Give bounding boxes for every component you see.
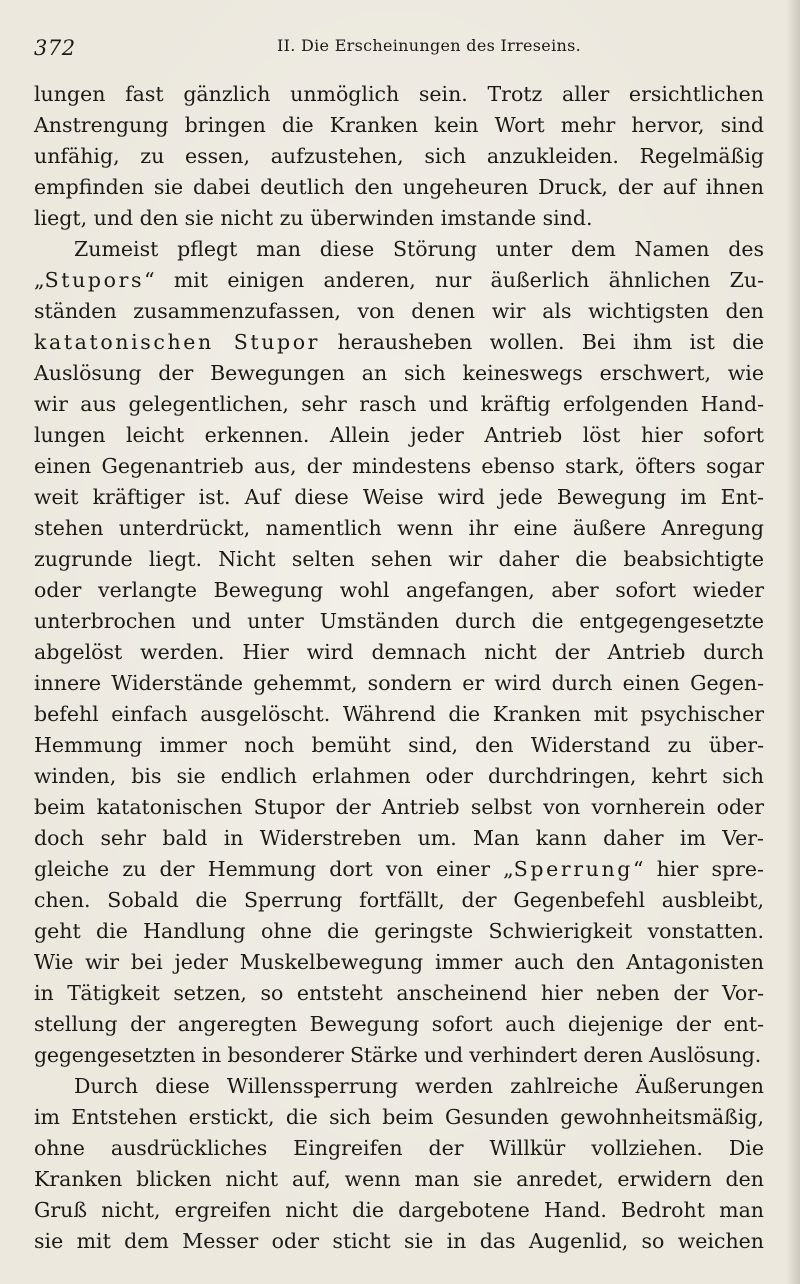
text-line: lungen fast gänzlich unmöglich sein. Trotz aller ersichtlichen [34,82,764,106]
spaced-emphasis: Stupors [44,268,145,292]
text-line: Kranken blicken nicht auf, wenn man sie anredet, erwidern den [34,1167,764,1191]
text-line: Auslösung der Bewegungen an sich keineswegs erschwert, wie [34,361,764,385]
text-line: Zumeist pflegt man diese Störung unter dem Namen des [74,237,764,261]
text-segment: „ [34,268,45,292]
text-line: weit kräftiger ist. Auf diese Weise wird jede Bewegung im Ent- [34,485,764,509]
text-line: abgelöst werden. Hier wird demnach nicht der Antrieb durch [34,640,764,664]
text-line: unfähig, zu essen, aufzustehen, sich anzukleiden. Regelmäßig [34,144,764,168]
text-line [34,265,764,296]
text-line: Anstrengung bringen die Kranken kein Wort mehr hervor, sind [34,113,764,137]
text-line: Durch diese Willenssperrung werden zahlreiche Äußerungen [74,1074,764,1098]
text-line: beim katatonischen Stupor der Antrieb selbst von vornherein oder [34,795,764,819]
spaced-emphasis: Sperrung [513,857,634,881]
text-line: in Tätigkeit setzen, so entsteht anscheinend hier neben der Vor- [34,981,764,1005]
text-segment: herausheben wollen. Bei ihm ist die [320,330,765,354]
text-line: unterbrochen und unter Umständen durch die entgegengesetzte [34,609,764,633]
body-text [34,79,764,1257]
text-line: Hemmung immer noch bemüht sind, den Widerstand zu über- [34,733,764,757]
text-line: Wie wir bei jeder Muskelbewegung immer auch den Antagonisten [34,950,764,974]
text-line: lungen leicht erkennen. Allein jeder Antrieb löst hier sofort [34,423,764,447]
spaced-emphasis: katatonischen Stupor [34,330,321,354]
text-line: empfinden sie dabei deutlich den ungeheuren Druck, der auf ihnen [34,175,764,199]
text-line: Gruß nicht, ergreifen nicht die dargebotene Hand. Bedroht man [34,1198,764,1222]
text-line: gegengesetzten in besonderer Stärke und verhindert deren Auslösung. [34,1043,762,1067]
text-line: oder verlangte Bewegung wohl angefangen, aber sofort wieder [34,578,764,602]
text-line: sie mit dem Messer oder sticht sie in das Augenlid, so weichen [34,1229,764,1253]
page-edge-shadow [786,0,800,1284]
text-line: geht die Handlung ohne die geringste Schwierigkeit vonstatten. [34,919,764,943]
running-head: II. Die Erscheinungen des Irreseins. [276,36,581,55]
text-line: im Entstehen erstickt, die sich beim Gesunden gewohnheitsmäßig, [34,1105,764,1129]
text-line [34,327,764,358]
text-line: befehl einfach ausgelöscht. Während die Kranken mit psychischer [34,702,764,726]
page-number: 372 [34,36,76,60]
text-line [34,854,764,885]
text-line: ständen zusammenzufassen, von denen wir als wichtigsten den [34,299,764,323]
text-line: stellung der angeregten Bewegung sofort auch diejenige der ent- [34,1012,764,1036]
text-line: zugrunde liegt. Nicht selten sehen wir daher die beabsichtigte [34,547,764,571]
text-line: innere Widerstände gehemmt, sondern er wird durch einen Gegen- [34,671,764,695]
text-line: doch sehr bald in Widerstreben um. Man kann daher im Ver- [34,826,764,850]
text-line: einen Gegenantrieb aus, der mindestens ebenso stark, öfters sogar [34,454,764,478]
text-line: liegt, und den sie nicht zu überwinden imstande sind. [34,206,593,230]
text-line: winden, bis sie endlich erlahmen oder durchdringen, kehrt sich [34,764,764,788]
text-line: wir aus gelegentlichen, sehr rasch und kräftig erfolgenden Hand- [34,392,764,416]
text-line: chen. Sobald die Sperrung fortfällt, der Gegenbefehl ausbleibt, [34,888,764,912]
text-segment: gleiche zu der Hemmung dort von einer „ [34,857,514,881]
text-segment: “ hier spre- [633,857,764,881]
text-line: ohne ausdrückliches Eingreifen der Willkür vollziehen. Die [34,1136,764,1160]
page-header [34,36,764,60]
text-line: stehen unterdrückt, namentlich wenn ihr eine äußere Anregung [34,516,764,540]
text-segment: “ mit einigen anderen, nur äußerlich ähnlichen Zu- [144,268,764,292]
